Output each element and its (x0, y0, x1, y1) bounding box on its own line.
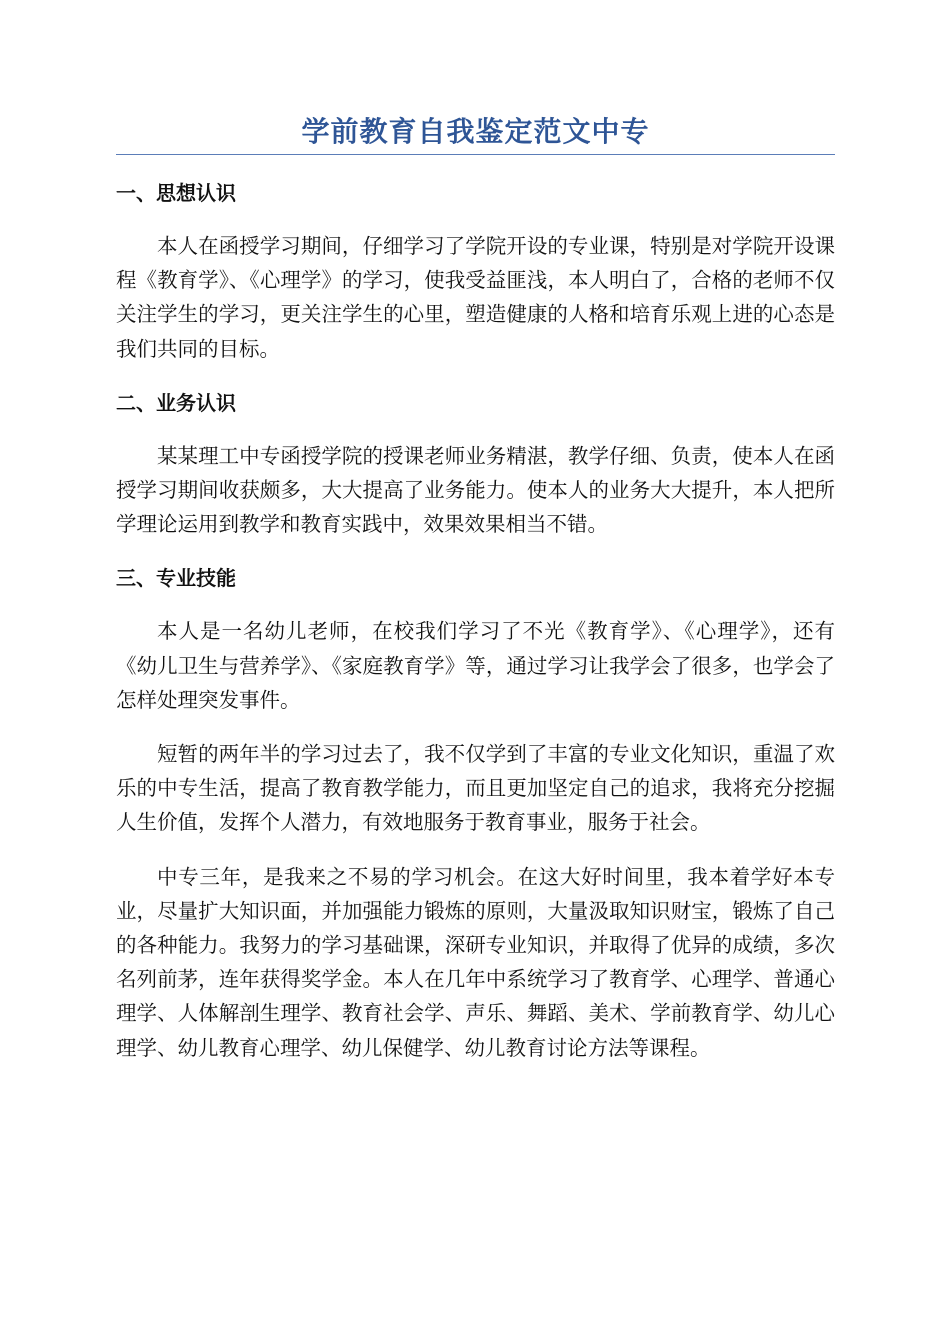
section-heading-skills: 三、专业技能 (116, 566, 236, 591)
paragraph: 中专三年，是我来之不易的学习机会。在这大好时间里，我本着学好本专业，尽量扩大知识面，并加强能力锻炼的原则，大量汲取知识财宝，锻炼了自己的各种能力。我努力的学习基础课，深研专业知识，并取得了优异的成绩，多次名列前茅，连年获得奖学金。本人在几年中系统学习了教育学、心理学、普通心理学、人体解剖生理学、教育社会学、声乐、舞蹈、美术、学前教育学、幼儿心理学、幼儿教育心理学、幼儿保健学、幼儿教育讨论方法等课程。 (116, 864, 835, 1060)
paragraph: 短暂的两年半的学习过去了，我不仅学到了丰富的专业文化知识，重温了欢乐的中专生活，提高了教育教学能力，而且更加坚定自己的追求，我将充分挖掘人生价值，发挥个人潜力，有效地服务于教育事业，服务于社会。 (116, 742, 835, 835)
document-page (116, 112, 835, 1065)
section-heading-business: 二、业务认识 (116, 390, 236, 415)
paragraph: 本人在函授学习期间，仔细学习了学院开设的专业课，特别是对学院开设课程《教育学》、《心理学》的学习，使我受益匪浅，本人明白了，合格的老师不仅关注学生的学习，更关注学生的心里，塑造健康的人格和培育乐观上进的心态是我们共同的目标。 (116, 234, 835, 361)
document-title: 学前教育自我鉴定范文中专 (116, 112, 835, 155)
paragraph: 某某理工中专函授学院的授课老师业务精湛，教学仔细、负责，使本人在函授学习期间收获颇多，大大提高了业务能力。使本人的业务大大提升，本人把所学理论运用到教学和教育实践中，效果效果相当不错。 (116, 443, 835, 537)
paragraph: 本人是一名幼儿老师，在校我们学习了不光《教育学》、《心理学》，还有《幼儿卫生与营养学》、《家庭教育学》等，通过学习让我学会了很多，也学会了怎样处理突发事件。 (116, 619, 835, 712)
section-heading-thought: 一、思想认识 (116, 181, 236, 205)
